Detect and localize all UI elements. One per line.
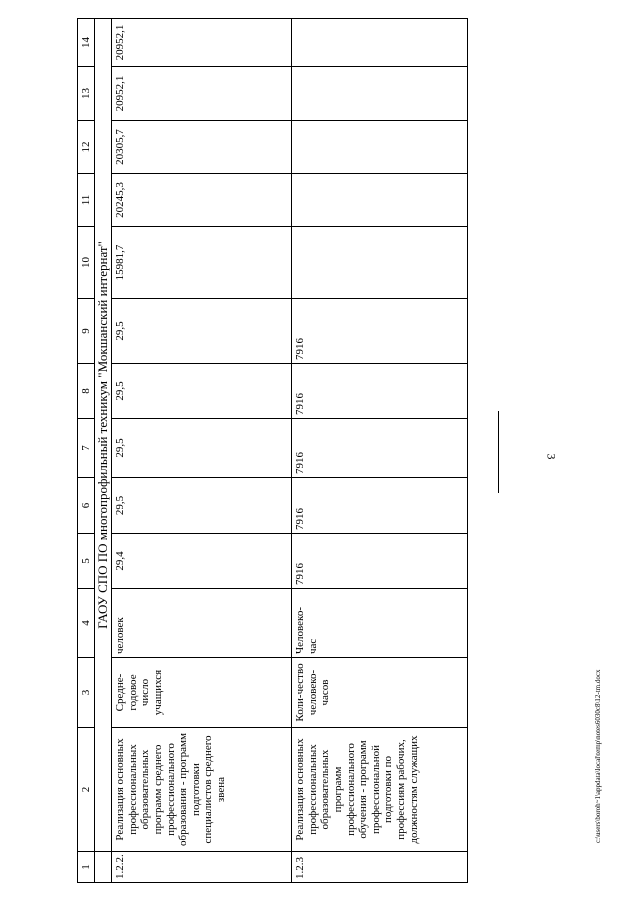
organization-name: ГАОУ СПО ПО многопрофильный техникум "Мокшанский интернат" <box>95 19 112 852</box>
col-number: 2 <box>78 728 95 852</box>
value-cell: 20952,1 <box>112 19 292 67</box>
value-cell: 7916 <box>292 364 468 419</box>
unit-cell: человек <box>112 589 292 658</box>
value-cell: 20952,1 <box>112 67 292 121</box>
col-number: 14 <box>78 19 95 67</box>
col-number: 6 <box>78 478 95 534</box>
value-cell: 29,5 <box>112 299 292 364</box>
value-cell: 29,4 <box>112 534 292 589</box>
value-cell <box>292 227 468 299</box>
organization-row <box>95 19 112 883</box>
separator-line <box>498 411 499 493</box>
value-cell: 20245,3 <box>112 174 292 227</box>
value-cell: 7916 <box>292 299 468 364</box>
rotated-table-wrapper <box>77 19 468 883</box>
col-number: 5 <box>78 534 95 589</box>
table-row <box>112 19 292 883</box>
value-cell: 7916 <box>292 534 468 589</box>
indicator-name: Коли-чество человеко-часов <box>292 658 468 728</box>
col-number: 4 <box>78 589 95 658</box>
col-number: 1 <box>78 852 95 883</box>
col-number: 7 <box>78 419 95 478</box>
column-number-row <box>78 19 95 883</box>
value-cell <box>292 19 468 67</box>
col-number: 10 <box>78 227 95 299</box>
value-cell: 29,5 <box>112 478 292 534</box>
value-cell <box>292 121 468 174</box>
value-cell: 15981,7 <box>112 227 292 299</box>
col-number: 13 <box>78 67 95 121</box>
value-cell: 7916 <box>292 419 468 478</box>
value-cell: 29,5 <box>112 364 292 419</box>
col-number: 3 <box>78 658 95 728</box>
footer-file-path: c:\users\boroh~1\appdata\local\temp\notes6030c8\12-tm.docx <box>594 669 602 843</box>
col-number: 11 <box>78 174 95 227</box>
service-name: Реализация основных профессиональных образовательных программ среднего профессионального образования - программ подготовки специалистов среднего звена <box>112 728 292 852</box>
col-number: 12 <box>78 121 95 174</box>
service-name: Реализация основных профессиональных образовательных программ профессионального обучения - программ профессиональной подготовки по профессиям рабочих, должностям служащих <box>292 728 468 852</box>
value-cell <box>292 174 468 227</box>
col-number: 9 <box>78 299 95 364</box>
value-cell: 29,5 <box>112 419 292 478</box>
col-number: 8 <box>78 364 95 419</box>
data-table <box>77 18 468 883</box>
page-number: 3 <box>544 453 559 460</box>
row-number: 1.2.3 <box>292 852 468 883</box>
value-cell: 20305,7 <box>112 121 292 174</box>
row-number: 1.2.2. <box>112 852 292 883</box>
value-cell <box>292 67 468 121</box>
indicator-name: Средне-годовое число учащихся <box>112 658 292 728</box>
value-cell: 7916 <box>292 478 468 534</box>
table-row <box>292 19 468 883</box>
unit-cell: Человеко-час <box>292 589 468 658</box>
